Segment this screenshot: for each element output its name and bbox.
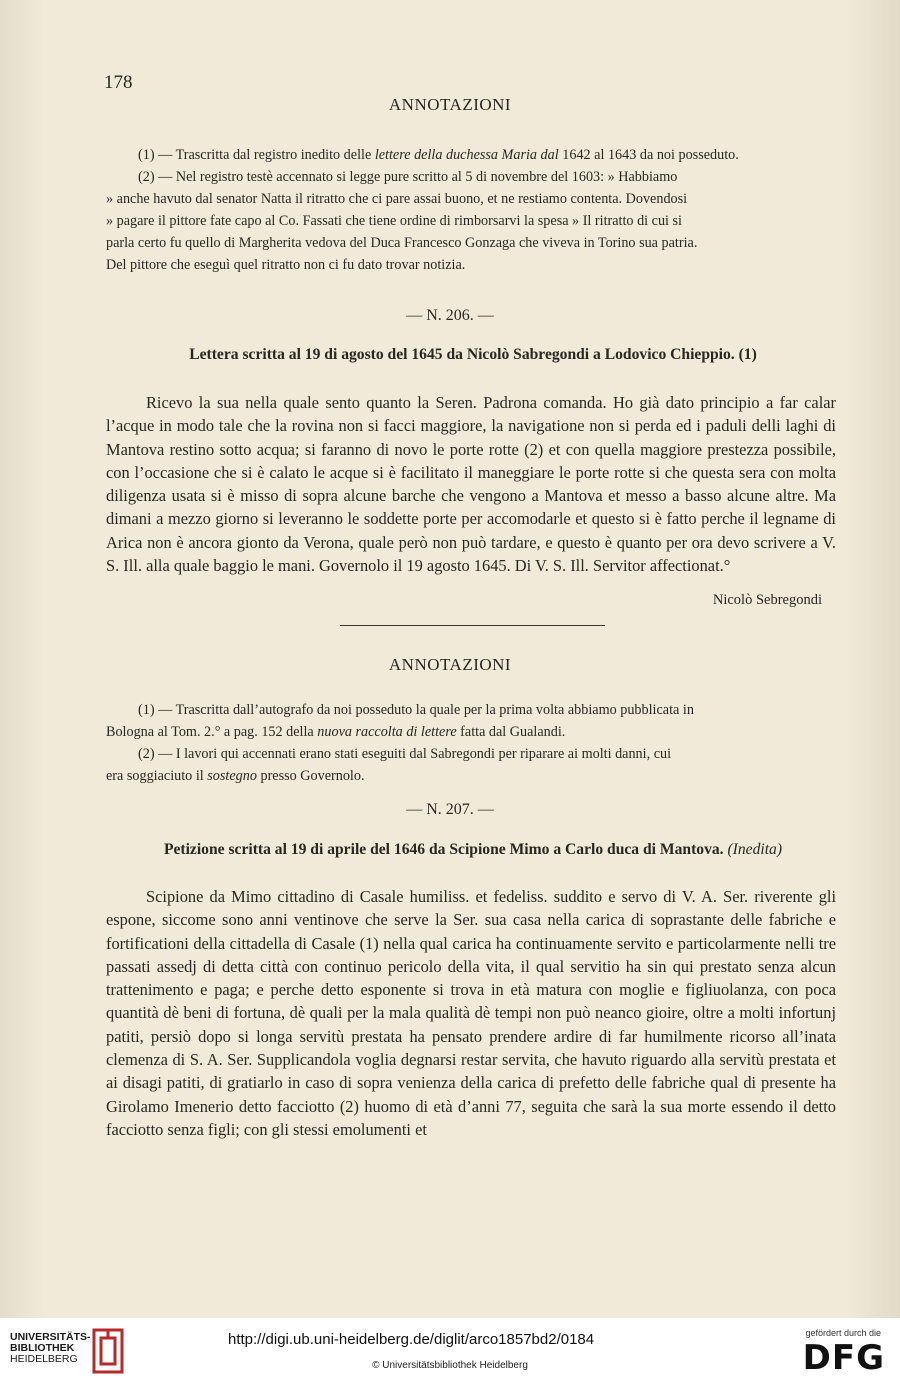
inedita-tag: (Inedita): [727, 841, 783, 858]
note-2-line-1: (2) — Nel registro testè accennato si legge pure scritto al 5 di novembre del 1603: » Habbiamo: [138, 169, 678, 185]
dfg-logo[interactable]: DFG: [802, 1338, 885, 1378]
permalink-url[interactable]: http://digi.ub.uni-heidelberg.de/diglit/arco1857bd2/0184: [228, 1331, 595, 1348]
signature: Nicolò Sebregondi: [712, 592, 822, 608]
annotations-notes-1: [106, 144, 836, 276]
document-number-206: — N. 206. —: [406, 307, 494, 324]
annotations-heading-2: ANNOTAZIONI: [388, 655, 512, 674]
note-2-line-4: parla certo fu quello di Margherita vedova del Duca Francesco Gonzaga che viveva in Torino sua patria.: [106, 235, 698, 251]
document-text-206: [106, 391, 836, 577]
document-title-206: Lettera scritta al 19 di agosto del 1645 da Nicolò Sabregondi a Lodovico Chieppio. (1): [189, 346, 757, 363]
note-1-line-2: Bologna al Tom. 2.° a pag. 152 della nuova raccolta di lettere fatta dal Gualandi.: [106, 724, 566, 740]
document-title-207: Petizione scritta al 19 di aprile del 1646 da Scipione Mimo a Carlo duca di Mantova. (Inedita): [163, 841, 783, 858]
viewer-footer: [0, 1318, 900, 1385]
separator-rule: [340, 625, 605, 626]
library-logo[interactable]: UNIVERSITÄTS- BIBLIOTHEK HEIDELBERG: [10, 1331, 91, 1365]
letter-body: Ricevo la sua nella quale sento quanto la Seren. Padrona comanda. Ho già dato principio a far calar l’acque in modo tale che la rovina non si facci maggiore, la navigatione non si perda ed i paduli delli laghi di Mantova restino sotto acqua; si faranno di novo le porte rotte (2) et con quella maggiore prestezza possibile, con l’occasione che si è calato le acque si è facilitato il maneggiare le porte rotte si che questa sera con molta diligenza usata si è misso di sopra alcune barche che vengono a Mantova et messo a basso alcune altre. Ma dimani a mezzo giorno si leveranno le soddette porte per accomodarle et questo si è fatto perche il legname di Arica non è ancora gionto da Verona, quale però non può tardare, e questo è quanto per ora devo scrivere a V. S. Ill. alla quale baggio le mani. Governolo il 19 agosto 1645. Di V. S. Ill. Servitor affectionat.°: [106, 393, 836, 576]
annotations-notes-2: [106, 699, 836, 787]
note-1-line-1: (1) — Trascritta dall’autografo da noi posseduto la quale per la prima volta abbiamo pubblicata in: [138, 702, 694, 718]
petition-body: Scipione da Mimo cittadino di Casale humiliss. et fedeliss. suddito e servo di V. A. Ser. riverente gli espone, siccome sono anni ventinove che serve la Ser. sua casa nella carica di soprastante delle fabriche e fortificationi della cittadella di Casale (1) nella qual carica ha continuamente servito e particolarmente nelli tre passati assedj di detta città con continuo pericolo della vita, il qual servitio ha sin qui prestato senza alcun trattenimento e paga; e perche detto esponente si trova in età matura con moglie e figliuolanza, con poca quantità dè beni di fortuna, dè quali per la mala qualità dè tempi non può neanco gioire, oltre a molti infortunj patiti, persiò dopo si longa servitù prestata ha pensato prendere ardire di far humilmente ricorso all’inata clemenza di S. A. Ser. Supplicandola voglia degnarsi restar servita, che havuto riguardo alla servitù prestata et ai disagi patiti, di gratiarlo in caso di sopra venienza della carica di prefetto delle fabriche qual di presente ha Girolamo Imenerio detto facciotto (2) huomo di età d’anni 77, seguita che sarà la sua morte essendo il detto facciotto senza figli; con gli stessi emolumenti et: [106, 887, 836, 1139]
note-2-line-2: » anche havuto dal senator Natta il ritratto che ci pare assai buono, et ne restiamo contenta. Dovendosi: [106, 191, 688, 207]
funder-label: gefördert durch die: [805, 1328, 881, 1338]
note-2-line-5: Del pittore che eseguì quel ritratto non ci fu dato trovar notizia.: [106, 257, 466, 273]
note-2-line-3: » pagare il pittore fate capo al Co. Fassati che tiene ordine di rimborsarvi la spesa » Il ritratto di cui si: [106, 213, 682, 229]
page-number: 178: [104, 72, 133, 93]
document-number-207: — N. 207. —: [406, 801, 494, 818]
note-2-line-1: (2) — I lavori qui accennati erano stati eseguiti dal Sabregondi per riparare ai molti danni, cui: [138, 746, 672, 762]
note-2-line-2: era soggiaciuto il sostegno presso Governolo.: [106, 768, 365, 784]
annotations-heading-1: ANNOTAZIONI: [388, 95, 512, 114]
copyright-notice: © Universitätsbibliothek Heidelberg: [372, 1360, 528, 1371]
note-1: (1) — Trascritta dal registro inedito delle lettere della duchessa Maria dal 1642 al 1643 da noi posseduto.: [138, 147, 739, 163]
document-text-207: [106, 885, 836, 1141]
